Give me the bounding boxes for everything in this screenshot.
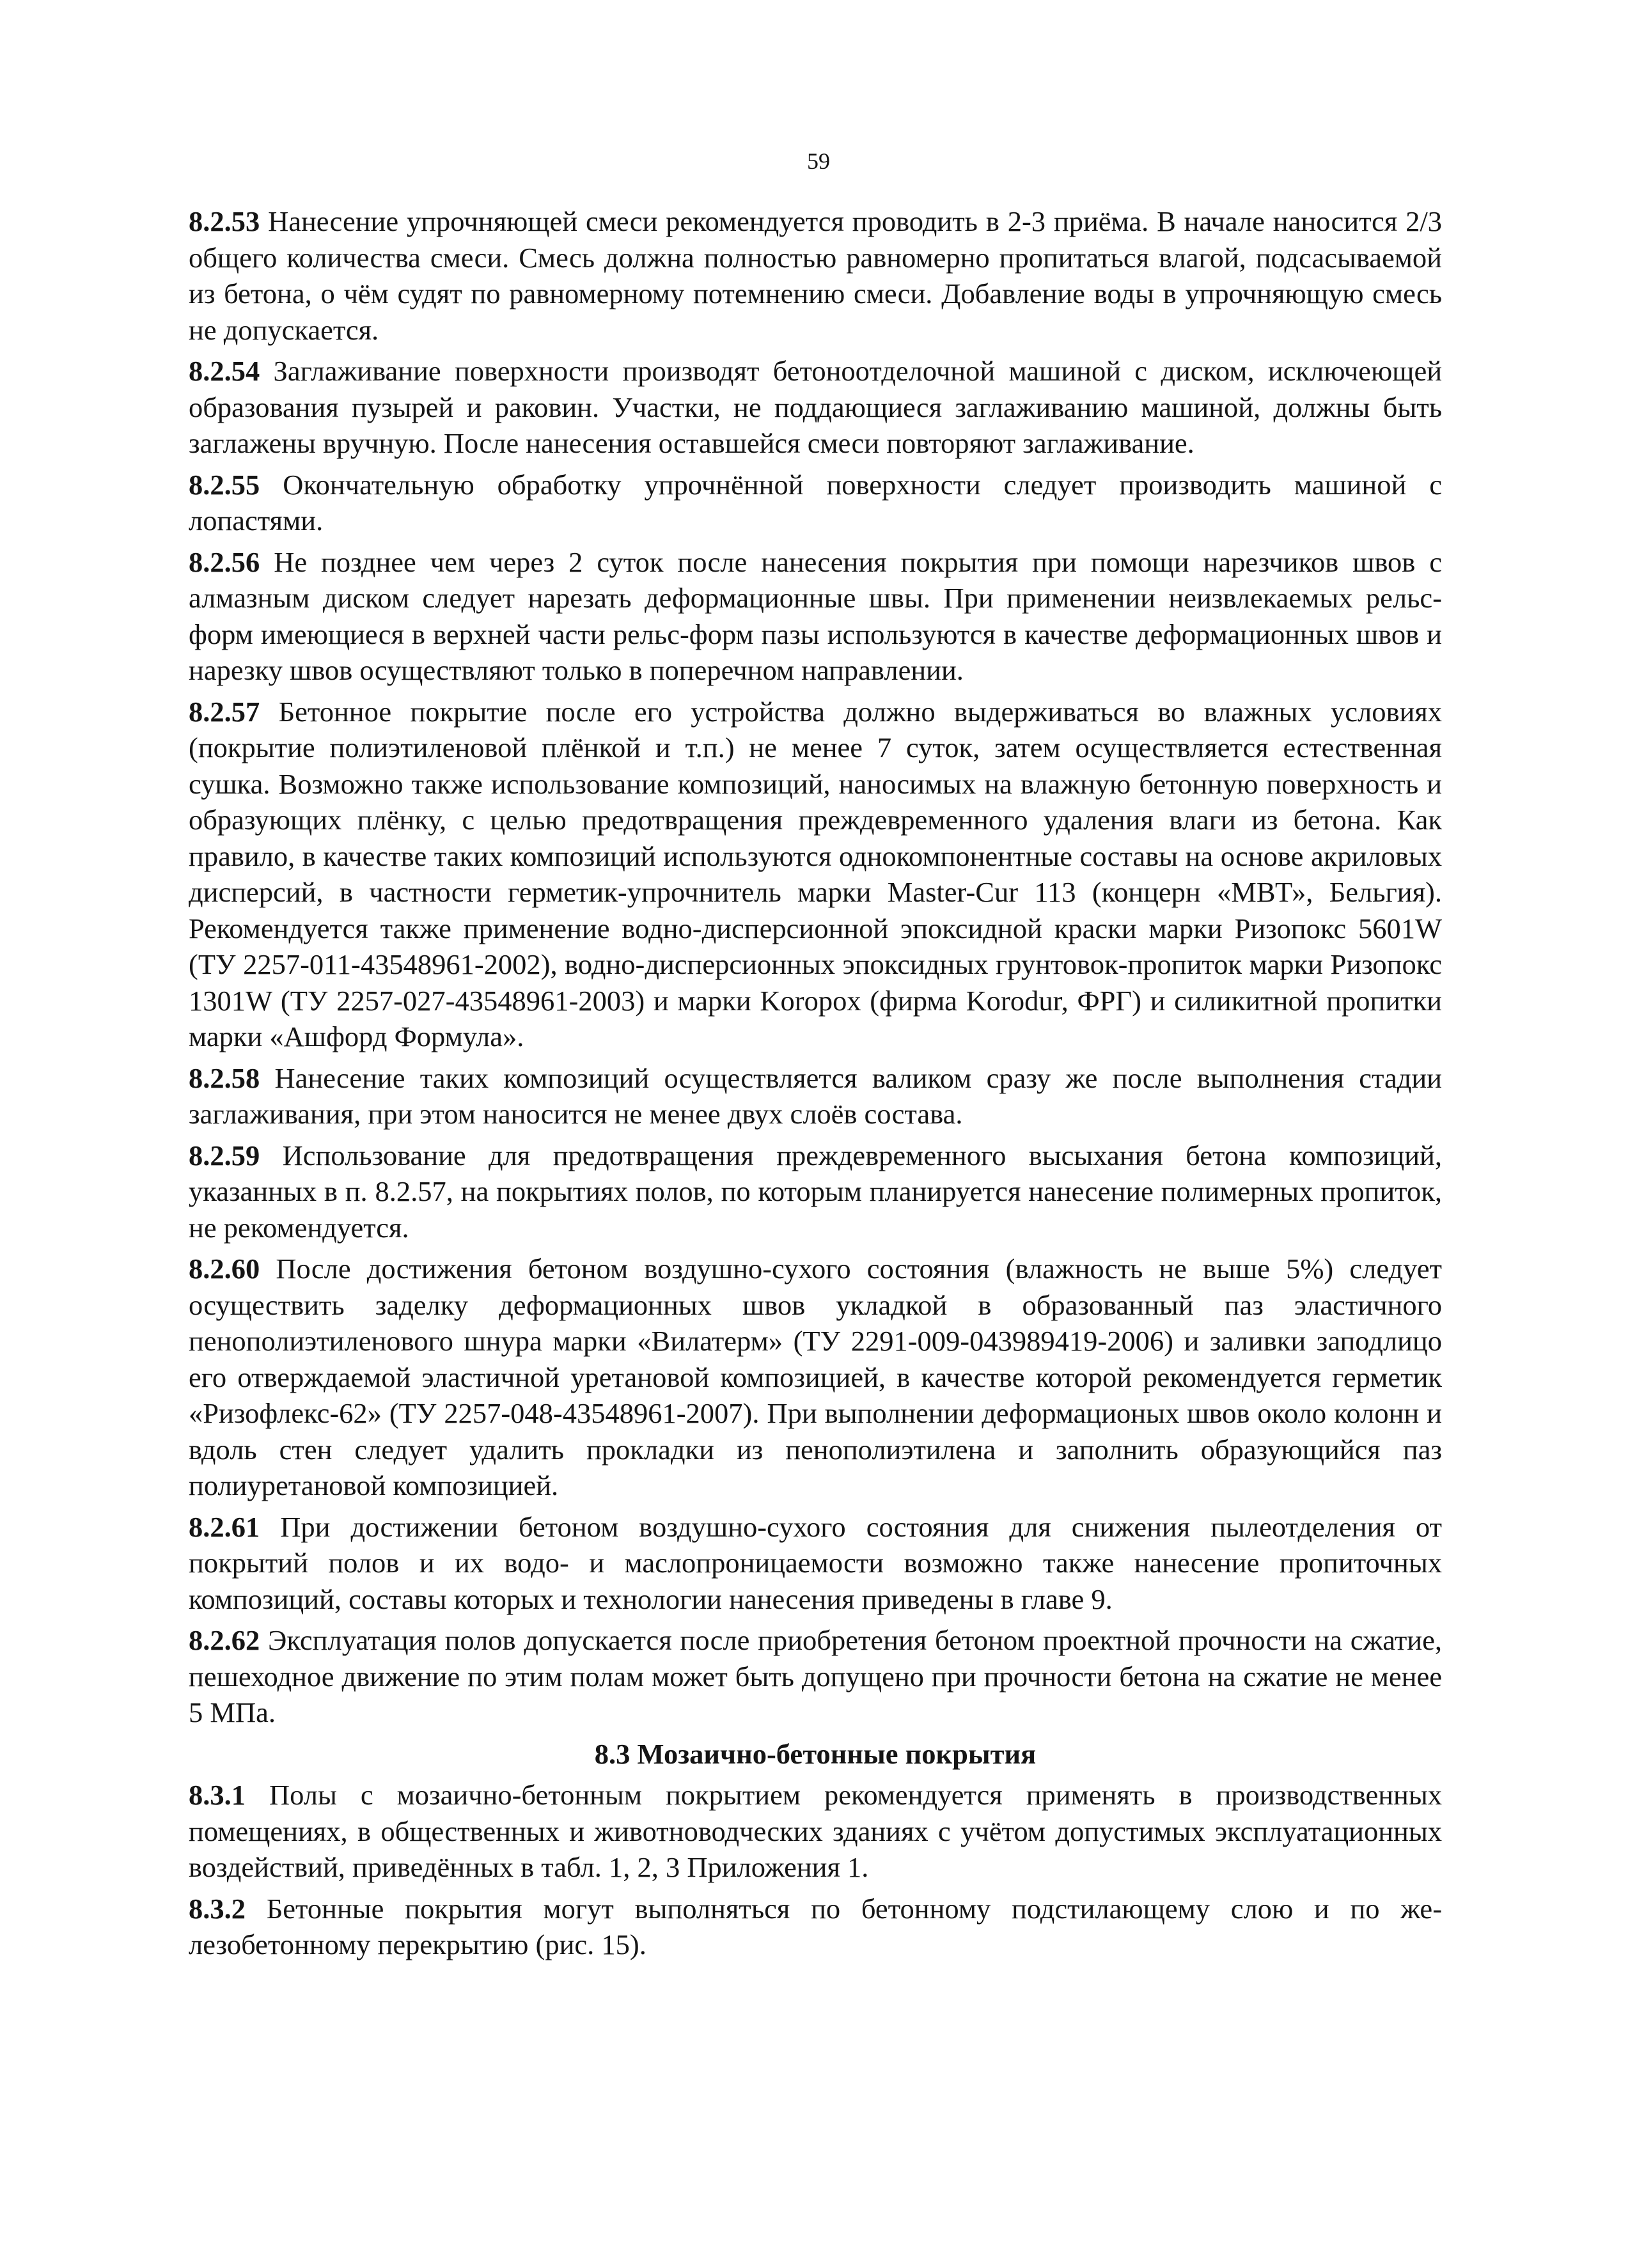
clause-8-3-1 xyxy=(189,1777,1442,1886)
clause-8-2-57 xyxy=(189,694,1442,1055)
clause-number: 8.3.2 xyxy=(189,1892,246,1925)
clause-8-2-60 xyxy=(189,1251,1442,1504)
clause-text: Использование для предотвращения преждевременного высыхания бетона композиций, указанных в п. 8.2.57, на покрытиях полов, по которым планируется нанесение полимерных пропиток, не рекомендуется. xyxy=(189,1139,1442,1244)
clause-8-2-62 xyxy=(189,1622,1442,1731)
clause-text: После достижения бетоном воздушно-сухого состояния (влажность не выше 5%) следует осуществить заделку деформационных швов укладкой в образованный паз эластичного пенополиэтиленового шнура марки «Вилатерм» (ТУ 2291-009-043989419-2006) и заливки заподлицо его отверждаемой эластичной уретановой композицией, в качестве которой рекомендуется герметик «Ризофлекс-62» (ТУ 2257-048-43548961-2007). При выполнении деформационых швов около колонн и вдоль стен следует удалить прокладки из пенополиэтилена и заполнить образующийся паз полиуретановой композицией. xyxy=(189,1253,1443,1501)
clause-8-2-54 xyxy=(189,353,1442,462)
clause-text: Окончательную обработку упрочнённой поверхности следует производить машиной с лопастями. xyxy=(189,468,1442,536)
clause-text: Не позднее чем через 2 суток после нанесения покрытия при помощи нарезчиков швов с алмазным диском следует нарезать деформационные швы. При применении неизвлекаемых рельс-форм имеющиеся в верхней части рельс-форм пазы используются в качестве деформационных швов и нарезку швов осуществляют только в поперечном направлении. xyxy=(189,545,1442,686)
clause-text: Заглаживание поверхности производят бетоноотделочной машиной с диском, исключеющей образования пузырей и раковин. Участки, не поддающиеся заглаживанию машиной, должны быть заглажены вручную. После нанесения оставшейся смеси повторяют заглаживание. xyxy=(189,355,1443,459)
clause-text: Нанесение упрочняющей смеси рекомендуется проводить в 2-3 приёма. В начале наносится 2/3 общего количества смеси. Смесь должна полностью равномерно пропитаться влагой, подсасываемой из бетона, о чём судят по равномерному потемнению смеси. Добавление воды в упрочняющую смесь не допускается. xyxy=(189,205,1442,346)
clause-number: 8.2.58 xyxy=(189,1061,260,1094)
clause-number: 8.2.57 xyxy=(189,695,260,728)
clause-text: Полы с мозаично-бетонным покрытием рекомендуется применять в производственных помещениях, в общественных и животноводческих зданиях с учётом допустимых эксплуатационных воздействий, приведённых в табл. 1, 2, 3 Приложения 1. xyxy=(189,1779,1442,1883)
section-heading: 8.3 Мозаично-бетонные покрытия xyxy=(594,1737,1037,1770)
clause-text: При достижении бетоном воздушно-сухого состояния для снижения пылеотделения от покрытий полов и их водо- и маслопроницаемости возможно также нанесение пропиточных композиций, составы которых и технологии нанесения приведены в главе 9. xyxy=(189,1510,1443,1615)
page-number: 59 xyxy=(807,148,830,174)
clause-text: Бетонное покрытие после его устройства должно выдерживаться во влажных условиях (покрытие полиэтиленовой плёнкой и т.п.) не менее 7 суток, затем осуществляется естественная сушка. Возможно также использование композиций, наносимых на влажную бетонную поверхность и образующих плёнку, с целью предотвращения преждевременного удаления влаги из бетона. Как правило, в качестве таких композиций используются однокомпонентные составы на основе акриловых дисперсий, в частности герметик-упрочнитель марки Master-Cur 113 (концерн «МВТ», Бельгия). Рекомендуется также применение водно-дисперсионной эпоксидной краски марки Ризопокс 5601W (ТУ 2257-011-43548961-2002), водно-дисперсионных эпоксидных грунтовок-пропиток марки Ризопокс 1301W (ТУ 2257-027-43548961-2003) и марки Koropox (фирма Korodur, ФРГ) и силикитной пропитки марки «Ашфорд Формула». xyxy=(189,695,1442,1052)
text-body xyxy=(189,203,1442,1968)
clause-number: 8.2.55 xyxy=(189,468,260,501)
clause-number: 8.3.1 xyxy=(189,1779,246,1811)
clause-text: Эксплуатация полов допускается после приобретения бетоном проектной прочности на сжатие, пешеходное движение по этим полам может быть допущено при прочности бетона на сжатие не менее 5 МПа. xyxy=(189,1624,1443,1728)
clause-text: Бетонные покрытия могут выполняться по бетонному подстилающему слою и по железобетонному перекрытию (рис. 15). xyxy=(189,1892,1443,1960)
clause-text: Нанесение таких композиций осуществляется валиком сразу же после выполнения стадии заглаживания, при этом наносится не менее двух слоёв состава. xyxy=(189,1061,1442,1130)
clause-8-2-56 xyxy=(189,544,1442,689)
clause-number: 8.2.54 xyxy=(189,355,260,387)
clause-8-2-53 xyxy=(189,203,1442,348)
clause-number: 8.2.59 xyxy=(189,1139,260,1171)
clause-8-2-58 xyxy=(189,1060,1442,1132)
clause-8-3-2 xyxy=(189,1891,1442,1963)
clause-number: 8.2.60 xyxy=(189,1253,260,1285)
clause-number: 8.2.62 xyxy=(189,1624,260,1656)
clause-number: 8.2.56 xyxy=(189,545,260,578)
clause-8-2-59 xyxy=(189,1138,1442,1246)
clause-number: 8.2.61 xyxy=(189,1510,260,1543)
clause-number: 8.2.53 xyxy=(189,205,260,237)
clause-8-2-55 xyxy=(189,467,1442,539)
clause-8-2-61 xyxy=(189,1509,1442,1618)
